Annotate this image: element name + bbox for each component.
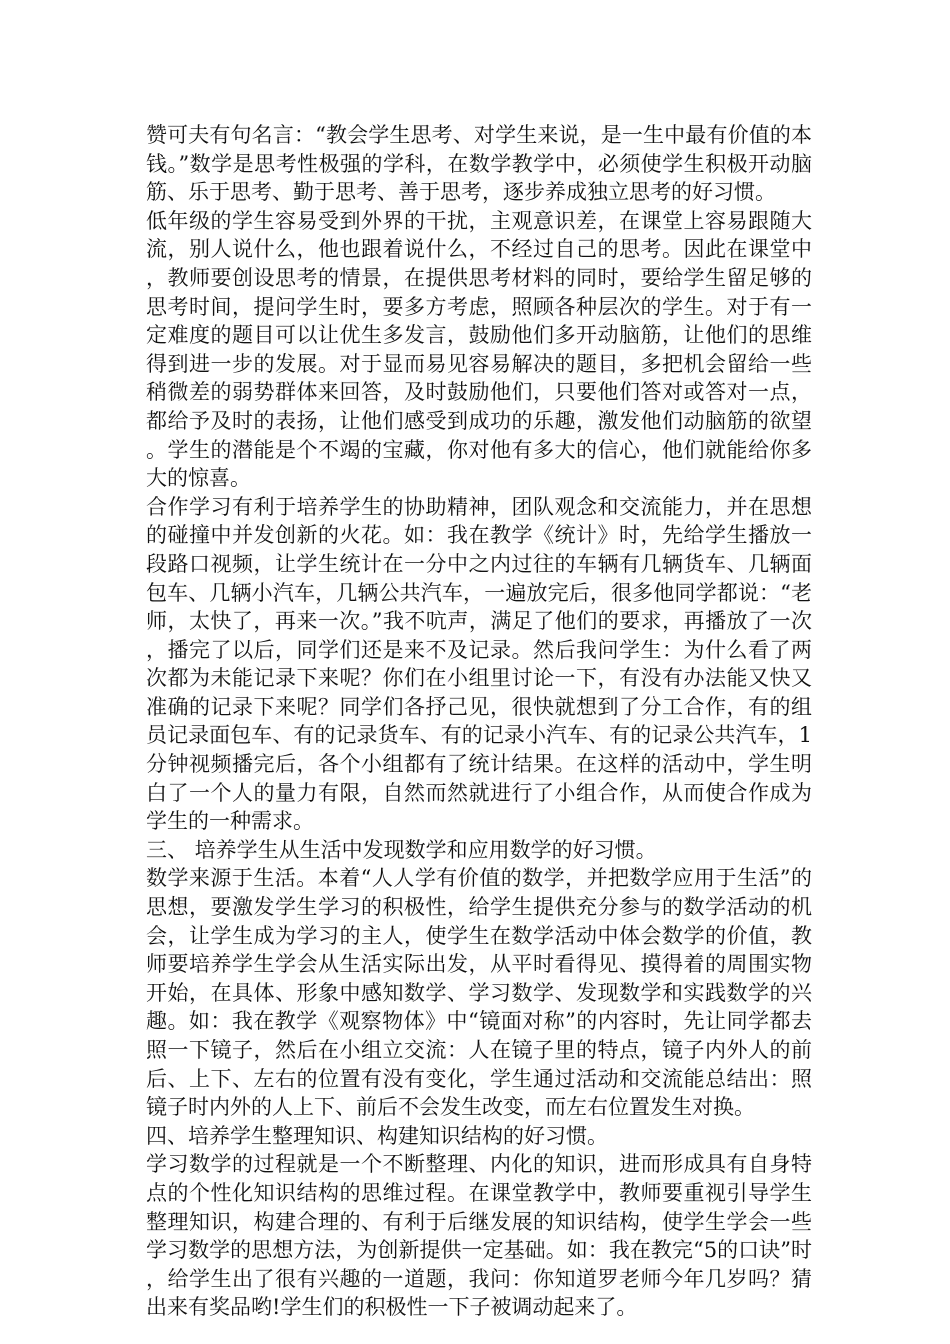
section-heading-4: 四、培养学生整理知识、构建知识结构的好习惯。	[146, 1123, 608, 1148]
paragraph-cooperative-learning: 合作学习有利于培养学生的协助精神，团队观念和交流能力，并在思想的碰撞中并发创新的火花。如：我在教学《统计》时，先给学生播放一段路口视频，让学生统计在一分中之内过往的车辆有几辆货车、几辆面包车、几辆小汽车，几辆公共汽车，一遍放完后，很多他同学都说：“老师，太快了，再来一次。”我不吭声，满足了他们的要求，再播放了一次，播完了以后，同学们还是来不及记录。然后我问学生：为什么看了两次都为未能记录下来呢？你们在小组里讨论一下，有没有办法能又快又准确的记录下来呢？同学们各抒己见，很快就想到了分工合作，有的组员记录面包车、有的记录货车、有的记录小汽车、有的记录公共汽车，1 分钟视频播完后，各个小组都有了统计结果。在这样的活动中，学生明白了一个人的量力有限，自然而然就进行了小组合作，从而使合作成为学生的一种需求。	[146, 494, 812, 834]
section-heading-3: 三、 培养学生从生活中发现数学和应用数学的好习惯。	[146, 837, 657, 862]
paragraph-intro-quote: 赞可夫有句名言：“教会学生思考、对学生来说，是一生中最有价值的本钱。”数学是思考性极强的学科，在数学教学中，必须使学生积极开动脑筋、乐于思考、勤于思考、善于思考，逐步养成独立思考的好习惯。	[146, 123, 812, 205]
paragraph-independent-thinking: 低年级的学生容易受到外界的干扰，主观意识差，在课堂上容易跟随大流，别人说什么，他也跟着说什么，不经过自己的思考。因此在课堂中，教师要创设思考的情景，在提供思考材料的同时，要给学生留足够的思考时间，提问学生时，要多方考虑，照顾各种层次的学生。对于有一定难度的题目可以让优生多发言，鼓励他们多开动脑筋，让他们的思维得到进一步的发展。对于显而易见容易解决的题目，多把机会留给一些稍微差的弱势群体来回答，及时鼓励他们，只要他们答对或答对一点，都给予及时的表扬，让他们感受到成功的乐趣，激发他们动脑筋的欲望。学生的潜能是个不竭的宝藏，你对他有多大的信心，他们就能给你多大的惊喜。	[146, 208, 812, 491]
document-body	[146, 121, 812, 1322]
paragraph-knowledge-structure: 学习数学的过程就是一个不断整理、内化的知识，进而形成具有自身特点的个性化知识结构的思维过程。在课堂教学中，教师要重视引导学生整理知识，构建合理的、有利于后继发展的知识结构，使学生学会一些学习数学的思想方法，为创新提供一定基础。如：我在教完“5的口诀”时，给学生出了很有兴趣的一道题，我问：你知道罗老师今年几岁吗？猜出来有奖品哟!学生们的积极性一下子被调动起来了。	[146, 1152, 812, 1320]
paragraph-math-from-life: 数学来源于生活。本着“人人学有价值的数学，并把数学应用于生活”的思想，要激发学生学习的积极性，给学生提供充分参与的数学活动的机会，让学生成为学习的主人，使学生在数学活动中体会数学的价值，教师要培养学生学会从生活实际出发，从平时看得见、摸得着的周围实物开始，在具体、形象中感知数学、学习数学、发现数学和实践数学的兴趣。如：我在教学《观察物体》中“镜面对称”的内容时，先让同学都去照一下镜子，然后在小组立交流：人在镜子里的特点，镜子内外人的前后、上下、左右的位置有没有变化，学生通过活动和交流能总结出：照镜子时内外的人上下、前后不会发生改变，而左右位置发生对换。	[146, 866, 812, 1120]
